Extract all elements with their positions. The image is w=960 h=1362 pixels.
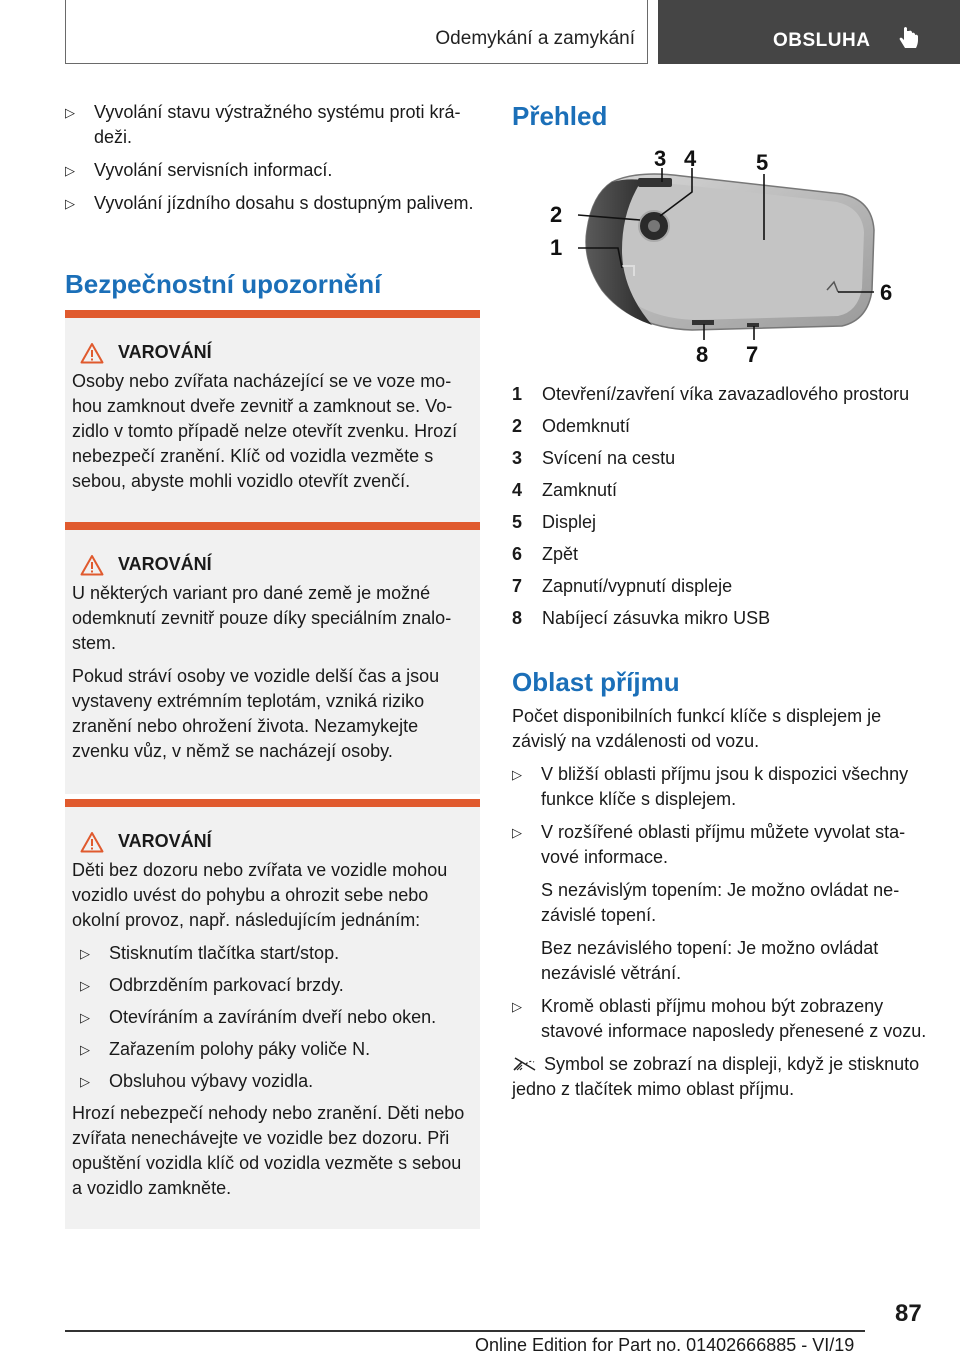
warning-text: U některých variant pro dané země je možné odemknutí zevnitř pouze díky speciálním znalostem. xyxy=(72,583,452,653)
hand-pointer-icon xyxy=(898,26,920,52)
list-item: ▷ Kromě oblasti příjmu mohou být zobrazeny stavové informace naposledy přenesené z vozu. xyxy=(512,996,927,1041)
symbol-note: Symbol se zobrazí na displeji, když je stisknuto jedno z tlačítek mimo oblast příjmu. xyxy=(512,1054,920,1099)
legend-item: 4 Zamknutí xyxy=(512,480,618,500)
legend-item: 1 Otevření/zavření víka zavazadlového prostoru xyxy=(512,384,910,404)
warning-triangle-icon xyxy=(80,831,104,853)
list-item: ▷ Vyvolání servisních informací. xyxy=(65,160,333,180)
callout-label: 2 xyxy=(550,202,563,227)
legend-item: 8 Nabíjecí zásuvka mikro USB xyxy=(512,608,771,628)
display-key-figure xyxy=(542,140,902,370)
list-item: ▷ Vyvolání jízdního dosahu s dostupným palivem. xyxy=(65,193,474,213)
sub-paragraph: S nezávislým topením: Je možno ovládat nezávislé topení. xyxy=(541,880,900,925)
callout-label: 5 xyxy=(756,150,769,175)
range-intro: Počet disponibilních funkcí klíče s displejem je závislý na vzdálenosti od vozu. xyxy=(512,706,882,751)
callout-label: 3 xyxy=(654,146,667,171)
list-item: ▷ Obsluhou výbavy vozidla. xyxy=(80,1071,314,1091)
warning-text: Děti bez dozoru nebo zvířata ve vozidle mohou vozidlo uvést do pohybu a ohrozit sebe nebo okolní provoz, např. následujícím jednáním: xyxy=(72,860,448,930)
warning-triangle-icon xyxy=(80,342,104,364)
legend-item: 7 Zapnutí/vypnutí displeje xyxy=(512,576,733,596)
warning-box xyxy=(65,522,480,794)
warning-title: VAROVÁNÍ xyxy=(118,831,212,851)
safety-heading: Bezpečnostní upozornění xyxy=(65,269,382,299)
warning-title: VAROVÁNÍ xyxy=(118,342,212,362)
list-item: ▷ Otevíráním a zavíráním dveří nebo oken. xyxy=(80,1007,437,1027)
no-signal-icon xyxy=(512,1056,538,1072)
chapter-tab[interactable] xyxy=(658,0,960,64)
header-frame xyxy=(65,0,648,64)
range-heading: Oblast příjmu xyxy=(512,667,680,697)
list-item: ▷ Vyvolání stavu výstražného systému proti krádeži. xyxy=(65,102,461,147)
warning-box xyxy=(65,799,480,1229)
callout-label: 6 xyxy=(880,280,893,305)
footer-edition: Online Edition for Part no. 01402666885 - VI/19 xyxy=(475,1335,855,1355)
callout-label: 7 xyxy=(746,342,759,367)
left-column xyxy=(65,100,480,1198)
warning-box xyxy=(65,310,480,524)
legend-item: 2 Odemknutí xyxy=(512,416,631,436)
warning-text: Pokud stráví osoby ve vozidle delší čas a jsou vystaveny extrémním teplotám, vzniká riziko zranění nebo ohrožení života. Nezamykejte zvenku vůz, v němž se nacházejí osoby. xyxy=(72,666,440,761)
section-title: Odemykání a zamykání xyxy=(435,28,635,49)
page-number: 87 xyxy=(895,1300,922,1327)
legend-item: 5 Displej xyxy=(512,512,597,532)
legend-item: 6 Zpět xyxy=(512,544,579,564)
right-column xyxy=(512,100,932,1099)
footer-divider xyxy=(65,1330,865,1332)
figure-legend xyxy=(512,382,932,638)
callout-label: 8 xyxy=(696,342,709,367)
warning-text: Osoby nebo zvířata nacházející se ve voze mohou zamknout dveře zevnitř a zamknout se. Vozidlo v tomto případě nelze otevřít zvenku. Hrozí nebezpečí zranění. Klíč od vozidla vezměte s sebou, abyste mohli vozidlo otevřít zvenčí. xyxy=(72,371,458,491)
list-item: ▷ V rozšířené oblasti příjmu můžete vyvolat stavové informace. xyxy=(512,822,906,867)
list-item: ▷ Zařazením polohy páky voliče N. xyxy=(80,1039,371,1059)
list-item: ▷ Stisknutím tlačítka start/stop. xyxy=(80,943,340,963)
callout-label: 4 xyxy=(684,146,697,171)
overview-heading: Přehled xyxy=(512,101,608,131)
warning-title: VAROVÁNÍ xyxy=(118,554,212,574)
warning-triangle-icon xyxy=(80,554,104,576)
legend-item: 3 Svícení na cestu xyxy=(512,448,676,468)
list-item: ▷ Odbrzděním parkovací brzdy. xyxy=(80,975,344,995)
warning-text: Hrozí nebezpečí nehody nebo zranění. Děti nebo zvířata nenechávejte ve vozidle bez dozoru. Při opuštění vozidla klíč od vozidla vezměte s sebou a vozidlo zamkněte. xyxy=(72,1103,465,1198)
callout-label: 1 xyxy=(550,235,563,260)
list-item: ▷ V bližší oblasti příjmu jsou k dispozici všechny funkce klíče s displejem. xyxy=(512,764,909,809)
range-section xyxy=(512,666,932,1110)
sub-paragraph: Bez nezávislého topení: Je možno ovládat nezávislé větrání. xyxy=(541,938,879,983)
chapter-tab-label: OBSLUHA xyxy=(773,30,871,51)
